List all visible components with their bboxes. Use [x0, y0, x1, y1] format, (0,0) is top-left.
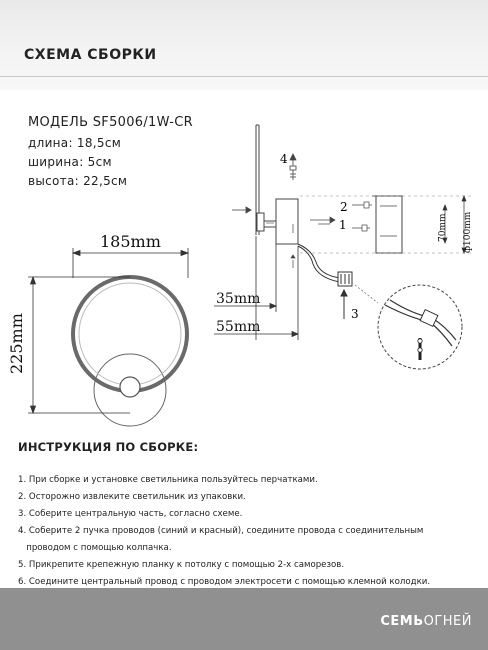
wire-detail-bubble: [355, 285, 462, 369]
width-dimension: [73, 248, 188, 278]
height-label: 225mm: [7, 313, 26, 374]
brand-bold: СЕМЬ: [380, 614, 424, 629]
side-view: [256, 125, 298, 244]
screw-4-icon: [290, 154, 296, 180]
callout-3: 3: [351, 307, 359, 321]
plate-70-label: 70mm: [438, 213, 448, 242]
depth-55-label: 55mm: [216, 319, 261, 335]
instructions-list: [18, 472, 430, 591]
front-view: [73, 277, 187, 426]
width-label: 185mm: [100, 232, 161, 251]
instruction-step: 6. Соедините центральный провод с проводом электросети с помощью клемной колодки.: [18, 577, 431, 587]
instruction-step: 4. Соберите 2 пучка проводов (синий и красный), соедините провода с соединительным: [18, 526, 424, 536]
model-label: МОДЕЛЬ SF5006/1W-CR: [28, 115, 193, 130]
mounting-plate: [372, 196, 402, 253]
callout-2: 2: [340, 200, 348, 214]
instruction-step: 2. Осторожно извлеките светильник из упаковки.: [18, 492, 246, 502]
page-title: СХЕМА СБОРКИ: [24, 47, 157, 63]
instructions-title: ИНСТРУКЦИЯ ПО СБОРКЕ:: [18, 440, 199, 454]
callout-1: 1: [339, 218, 347, 232]
depth-35-label: 35mm: [216, 291, 261, 307]
callout-4: 4: [280, 152, 288, 166]
diameter-100-label: ф100mm: [463, 211, 473, 253]
footer-band: [0, 588, 488, 650]
ring-knob: [120, 377, 140, 397]
instruction-step: проводом с помощью колпачка.: [18, 543, 172, 553]
height-dimension: [28, 277, 130, 413]
spec-length: длина: 18,5см: [28, 136, 122, 150]
cable-connector: [298, 244, 352, 319]
spec-width: ширина: 5см: [28, 155, 112, 169]
instruction-step: 3. Соберите центральную часть, согласно схеме.: [18, 509, 243, 519]
instruction-step: 1. При сборке и установке светильника пользуйтесь перчатками.: [18, 475, 318, 485]
brand-logo: [380, 614, 472, 629]
instruction-step: 5. Прикрепите крепежную планку к потолку с помощью 2-х саморезов.: [18, 560, 345, 570]
inner-ring: [79, 283, 181, 385]
outer-ring: [73, 277, 187, 391]
brand-light: ОГНЕЙ: [423, 614, 472, 629]
push-arrow-icon: [232, 207, 251, 213]
spec-height: высота: 22,5см: [28, 174, 128, 188]
